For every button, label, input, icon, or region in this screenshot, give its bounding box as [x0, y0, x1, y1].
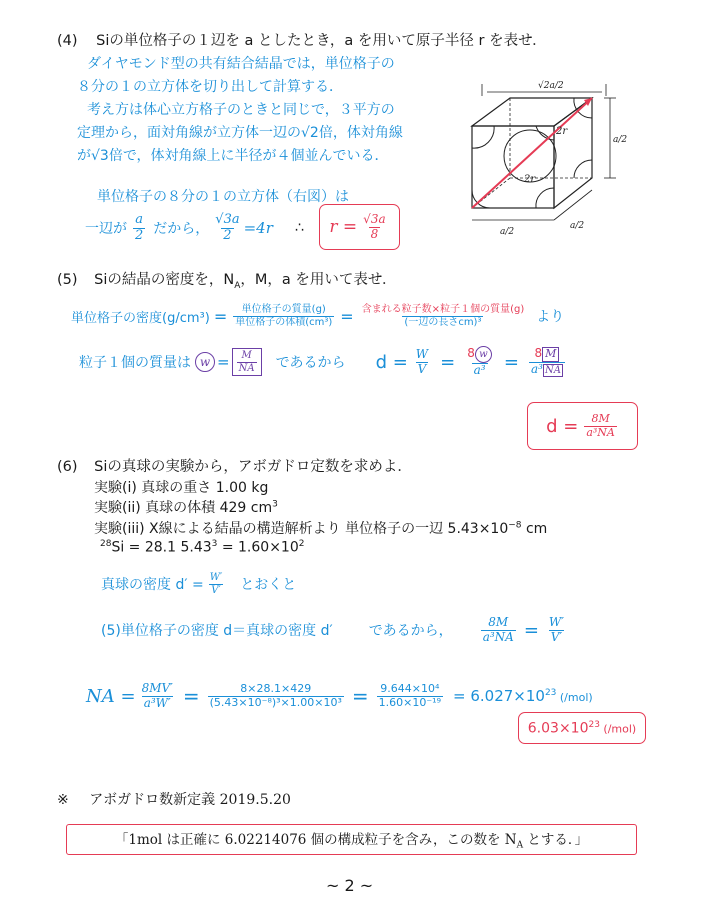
q6-exp-1: 実験(i) 真球の重さ 1.00 kg [94, 480, 269, 496]
numerator: 8×28.1×429 [240, 681, 312, 695]
q6-answer [528, 720, 636, 737]
q6-okuto: とおくと [240, 577, 297, 593]
q4-dakara: だから， [153, 221, 210, 237]
denominator: V′ [211, 584, 221, 596]
q6-exp-3-text: 実験(iii) X線による結晶の構造解析より 単位格子の一辺 5.43×10 [94, 521, 509, 537]
si-mass-number: 28 [100, 539, 112, 549]
na-box: NA [544, 364, 561, 376]
q4-explanation-1: ダイヤモンド型の共有結合結晶では，単位格子の [87, 56, 395, 72]
calc-result [453, 687, 593, 705]
m-na-box [232, 348, 262, 376]
result-sup: 23 [544, 688, 557, 698]
q6-sphere-density [101, 567, 296, 601]
numerator: 8M [488, 614, 509, 629]
note-title: アボガドロ数新定義 2019.5.20 [89, 792, 291, 808]
eight: 8 [534, 345, 543, 360]
q4-diag-fraction [213, 213, 241, 244]
result-text: = 6.027×10 [453, 687, 545, 705]
si-text: Si = 28.1 5.43 [111, 539, 212, 556]
equals: = [351, 684, 369, 708]
dim-top-label: √2a/2 [538, 81, 564, 91]
numerator: W′ [548, 614, 564, 629]
q5-8m-over-a3na [529, 347, 565, 377]
page-number: ~ 2 ~ [326, 876, 374, 895]
result-unit: (/mol) [556, 691, 593, 704]
q6-answer-box [518, 712, 646, 744]
q4-side-fraction [133, 213, 145, 244]
denominator: a³W′ [143, 695, 171, 710]
q5-density-label: 単位格子の密度(g/cm³) [71, 310, 210, 326]
q6-line5: (5)単位格子の密度 d＝真球の密度 d′ [101, 623, 333, 639]
numerator [532, 347, 561, 362]
q6-exp-3-sup: −8 [508, 520, 522, 531]
numerator: √3a [363, 211, 386, 226]
q5-w-over-v [414, 348, 430, 377]
equals: = [503, 351, 519, 373]
denominator: 単位格子の体積(cm³) [235, 316, 333, 328]
w-circle: w [195, 352, 215, 372]
q4-number: (4) [57, 33, 78, 49]
si-sup-3: 2 [298, 539, 305, 549]
equals: = [217, 353, 230, 371]
equals: = [440, 351, 456, 373]
q5-fraction-2 [360, 304, 527, 328]
q6-exp-2-sup: 3 [272, 499, 278, 510]
q5-answer-box [527, 402, 638, 450]
q4-explanation-5: が√3倍で，体対角線上に半径が４個並んでいる． [77, 148, 389, 164]
calc-fraction-2 [208, 683, 344, 709]
numerator [465, 346, 494, 363]
numerator: 9.644×10⁴ [380, 681, 440, 695]
w-circle-small: w [475, 346, 492, 363]
q4-cube-text: 単位格子の８分の１の立方体（右図）は [97, 189, 349, 205]
denominator: 8 [370, 226, 379, 241]
q5-yori: より [536, 309, 565, 325]
q5-answer-d: d = [546, 415, 579, 437]
q5-prompt-sub: A [234, 280, 241, 291]
denominator: (一辺の長さcm)³ [404, 316, 482, 328]
eight: 8 [467, 346, 475, 361]
dim-bottom-right-label: a/2 [570, 221, 585, 231]
q4-header [57, 29, 547, 50]
numerator: 8MV′ [141, 680, 173, 695]
a3: a³ [530, 361, 543, 376]
denominator: (5.43×10⁻⁸)³×1.00×10³ [209, 695, 342, 709]
note-heading [57, 789, 291, 809]
q6-prompt: Siの真球の実験から，アボガドロ定数を求めよ． [94, 459, 412, 475]
na-lhs: NA = [86, 685, 136, 707]
def-text: 「1mol は正確に 6.02214076 個の構成粒子を含み，この数を N [114, 832, 517, 849]
q5-mass-label: 粒子１個の質量は [79, 355, 191, 371]
q5-number: (5) [57, 272, 78, 288]
q6-sphere-label: 真球の密度 d′ = [101, 577, 204, 593]
q4-eq-4r: =4r [243, 219, 273, 237]
q5-answer-fraction [584, 413, 617, 439]
numerator: 含まれる粒子数×粒子１個の質量(g) [361, 304, 525, 315]
calc-fraction-3 [377, 683, 443, 709]
def-tail: とする．」 [523, 832, 589, 849]
q6-8m-over-a3na [481, 616, 516, 645]
numerator: W′ [209, 572, 223, 583]
def-sub: A [516, 840, 524, 851]
q5-prompt-tail: ，M，a を用いて表せ． [240, 272, 397, 288]
equals: = [213, 306, 228, 326]
q6-exp-2 [94, 497, 278, 517]
q4-explanation-3: 考え方は体心立方格子のときと同じで，３平方の [87, 102, 395, 118]
q4-answer-box [319, 204, 400, 250]
q4-prompt: Siの単位格子の１辺を a としたとき，a を用いて原子半径 r を表せ． [96, 33, 547, 49]
si-sup-2: 3 [211, 539, 218, 549]
q4-cube-formula [85, 210, 304, 246]
q6-exp-3-tail: cm [521, 521, 548, 537]
q4-answer-label: r = [329, 217, 358, 237]
denominator: a³NA [482, 629, 514, 644]
q6-calculation [86, 672, 593, 720]
dim-bottom-left-label: a/2 [500, 227, 515, 237]
q5-prompt-text: Siの結晶の密度を，N [94, 272, 235, 288]
equals: = [340, 306, 354, 326]
numerator: a [135, 211, 144, 227]
final-text: 6.03×10 [527, 720, 589, 737]
q6-density-equation [101, 610, 568, 650]
q6-exp-2-text: 実験(ii) 真球の体積 429 cm [94, 500, 273, 516]
fig-2r-upper: 2r [556, 126, 568, 137]
numerator: M [241, 350, 252, 361]
denominator: V [417, 361, 427, 376]
q5-mass-line [79, 342, 567, 382]
therefore-symbol: ∴ [294, 220, 304, 236]
numerator: 8M [591, 411, 610, 425]
q5-8w-over-a3 [465, 346, 494, 378]
definition-box [66, 824, 637, 855]
final-sup: 23 [588, 719, 600, 730]
calc-fraction-1 [140, 682, 175, 711]
si-tail: = 1.60×10 [217, 539, 299, 556]
denominator: NA [238, 362, 255, 374]
q6-number: (6) [57, 459, 78, 475]
numerator: √3a [215, 211, 240, 227]
q6-wp-over-vp [208, 572, 225, 596]
cube-figure [460, 78, 635, 238]
denominator: 1.60×10⁻¹⁹ [378, 695, 441, 709]
q5-density-formula [71, 296, 564, 336]
q4-explanation-2: ８分の１の立方体を切り出して計算する． [77, 79, 343, 95]
numerator: 単位格子の質量(g) [241, 304, 326, 315]
q5-fraction-1 [233, 304, 334, 328]
m-na-fraction [237, 350, 257, 374]
q5-dearukara: であるから [275, 355, 346, 371]
denominator: a³NA [586, 425, 615, 439]
q6-exp-3 [94, 518, 547, 538]
numerator: W [415, 346, 429, 361]
q5-d-equals: d = [375, 351, 408, 373]
dim-right-label: a/2 [613, 135, 628, 145]
q5-header [57, 268, 397, 291]
q4-answer-fraction [361, 213, 387, 242]
m-box: M [542, 347, 559, 362]
q6-header [57, 455, 412, 476]
equals: = [182, 684, 200, 708]
denominator: 2 [135, 227, 144, 243]
equals: = [523, 619, 539, 641]
fig-2r-lower: 2r [524, 174, 536, 185]
definition-text [115, 828, 588, 851]
denominator: a³ [473, 363, 486, 378]
q6-line5-tail: であるから， [368, 623, 453, 639]
final-unit: (/mol) [599, 722, 637, 736]
q6-wp-over-vp-2 [547, 616, 566, 645]
denominator: V′ [550, 629, 563, 644]
denominator [529, 362, 565, 378]
q5-prompt [94, 272, 397, 291]
q4-explanation-4: 定理から，面対角線が立方体一辺の√2倍，体対角線 [77, 125, 403, 141]
denominator: 2 [223, 227, 232, 243]
q6-si-line [100, 539, 304, 556]
q4-side-label: 一辺が [85, 221, 127, 237]
note-mark: ※ [57, 792, 69, 808]
